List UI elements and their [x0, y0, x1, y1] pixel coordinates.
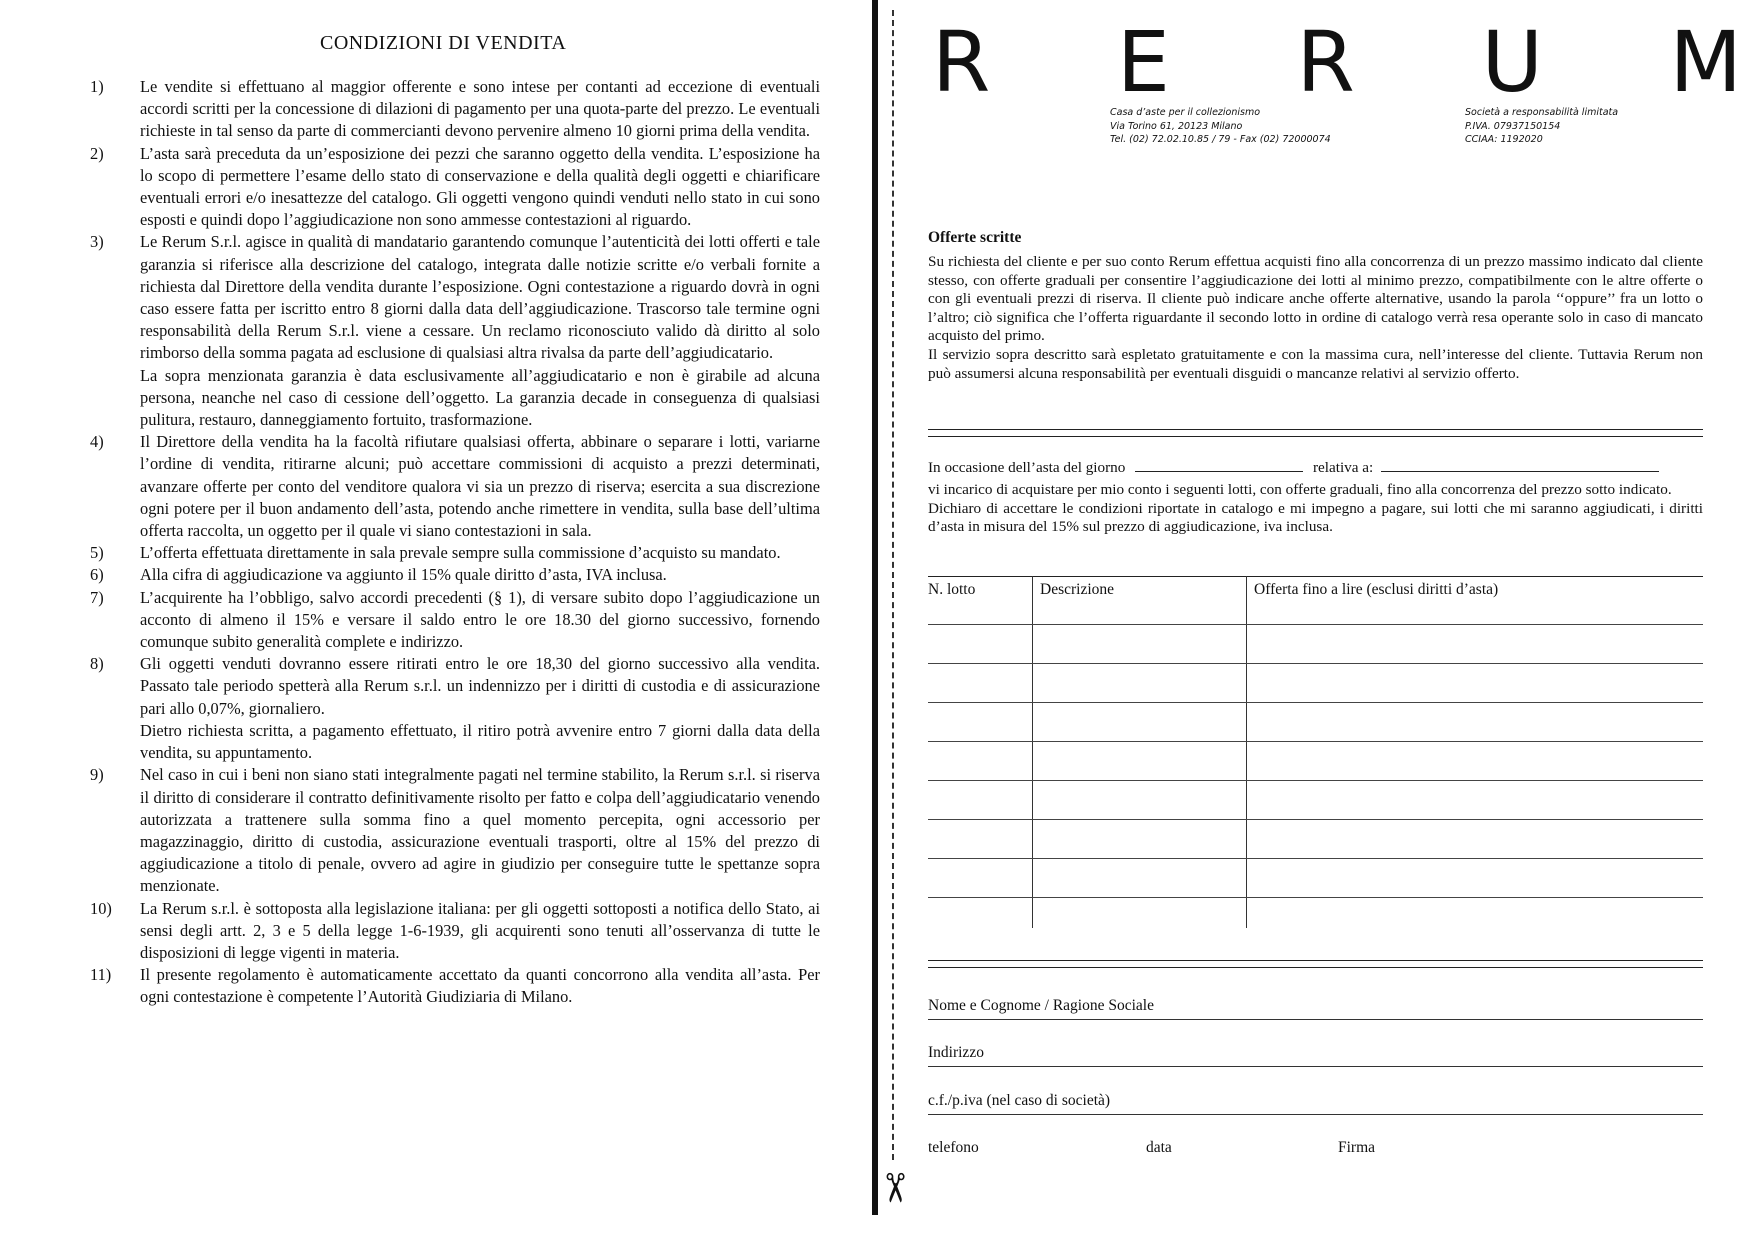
condition-item — [90, 542, 820, 564]
divider — [928, 960, 1703, 961]
intro-text — [928, 253, 1703, 383]
condition-number: 5) — [90, 543, 104, 563]
occasion-line — [928, 459, 1703, 478]
condition-number: 6) — [90, 565, 104, 585]
condition-number: 3) — [90, 232, 104, 252]
table-row[interactable] — [928, 858, 1703, 859]
condition-item — [90, 564, 820, 586]
condition-body — [140, 564, 820, 586]
divider — [928, 429, 1703, 430]
condition-number: 9) — [90, 765, 104, 785]
declaration-paragraph: Dichiaro di accettare le condizioni riportate in catalogo e mi impegno a pagare, sui lotti che mi saranno aggiudicati, i diritti d’asta in misura del 15% sul prezzo di aggiudicazione, iva inclusa. — [928, 499, 1703, 536]
condition-body — [140, 587, 820, 654]
condition-text: L’asta sarà preceduta da un’esposizione dei pezzi che saranno oggetto della vendita. L’esposizione ha lo scopo di permettere l’esame dello stato di conservazione e della qualità degli oggetti e chiarificare eventuali errori e/o inesattezze del catalogo. Gli oggetti vengono quindi venduti nello stato in cui sono esposti e quindi dopo l’aggiudicazione non sono ammesse contestazioni al riguardo. — [140, 143, 820, 230]
condition-number: 11) — [90, 965, 112, 985]
registration-line: Società a responsabilità limitata — [1465, 107, 1619, 118]
phone-label: telefono — [928, 1139, 979, 1156]
brand-letter: U — [1481, 13, 1543, 111]
tax-id-label: c.f./p.iva (nel caso di società) — [928, 1092, 1111, 1109]
condition-body — [140, 231, 820, 431]
intro-paragraph: Il servizio sopra descritto sarà espletato gratuitamente e con la massima cura, nell’interesse del cliente. Tuttavia Rerum non può assumersi alcuna responsabilità per eventuali disguidi o mancanze relativi al servizio offerto. — [928, 345, 1703, 382]
intro-paragraph: Su richiesta del cliente e per suo conto Rerum effettua acquisti fino alla concorrenza di un prezzo massimo indicato dal cliente stesso, con offerte graduali per consentire l’aggiudicazione dei lotti al minimo prezzo, compatibilmente con le altre offerte o con gli eventuali prezzi di riserva. Il cliente può indicare anche offerte alternative, usando la parola ‘‘oppure’’ fra un lotto o l’altro; ciò significa che l’offerta riguardante il secondo lotto in ordine di catalogo verrà resa operante solo in caso di mancato acquisto del primo. — [928, 253, 1703, 345]
date-label: data — [1146, 1139, 1172, 1156]
address-field[interactable] — [928, 1040, 1703, 1067]
condition-body — [140, 76, 820, 143]
divider — [928, 967, 1703, 968]
condition-number: 10) — [90, 898, 112, 918]
brand-letter: R — [932, 13, 991, 111]
address-line: Via Torino 61, 20123 Milano — [1110, 120, 1243, 132]
condition-item — [90, 587, 820, 654]
occasion-label: In occasione dell’asta del giorno — [928, 459, 1126, 476]
auction-subject-field[interactable] — [1381, 471, 1659, 472]
contact-row — [928, 1135, 1703, 1161]
tax-id-field[interactable] — [928, 1088, 1703, 1115]
condition-item — [90, 764, 820, 897]
condition-item — [90, 143, 820, 232]
condition-item — [90, 231, 820, 431]
brand-letter: R — [1296, 13, 1355, 111]
table-row[interactable] — [928, 897, 1703, 898]
divider — [928, 436, 1703, 437]
condition-body — [140, 898, 820, 965]
table-column-divider — [1032, 576, 1033, 928]
condition-number: 8) — [90, 654, 104, 674]
table-header — [928, 576, 1703, 604]
occasion-date-field[interactable] — [1135, 471, 1303, 472]
condition-item — [90, 653, 820, 764]
condition-number: 7) — [90, 587, 104, 607]
brand-logo — [932, 13, 1742, 111]
condition-item — [90, 76, 820, 143]
table-row[interactable] — [928, 702, 1703, 703]
condition-body — [140, 143, 820, 232]
table-column-divider — [1246, 576, 1247, 928]
name-field[interactable] — [928, 993, 1703, 1020]
condition-text: Il presente regolamento è automaticamente accettato da quanti concorrono alla vendita all’asta. Per ogni contestazione è competente l’Autorità Giudiziaria di Milano. — [140, 965, 820, 1007]
condition-text: Alla cifra di aggiudicazione va aggiunto il 15% quale diritto d’asta, IVA inclusa. — [140, 565, 667, 585]
mandate-paragraph: vi incarico di acquistare per mio conto i seguenti lotti, con offerte graduali, fino alla concorrenza del prezzo sotto indicato. — [928, 481, 1672, 498]
condition-item — [90, 964, 820, 1008]
address-label: Indirizzo — [928, 1044, 984, 1061]
header-description: Descrizione — [1040, 581, 1115, 598]
condition-text: Dietro richiesta scritta, a pagamento effettuato, il ritiro potrà avvenire entro 7 giorni dalla data della vendita, su appuntamento. — [140, 720, 820, 763]
signature-label: Firma — [1338, 1139, 1376, 1156]
table-row[interactable] — [928, 624, 1703, 625]
condition-number: 4) — [90, 432, 104, 452]
condition-text: Nel caso in cui i beni non siano stati integralmente pagati nel termine stabilito, la Rerum s.r.l. si riserva il diritto di considerare il contratto definitivamente risolto per fatto e colpa dell’aggiudicatario venendo autorizzata a trattenere sulla somma fino a quel momento percepita, ogni accessorio per magazzinaggio, diritto di custodia, assicurazione eventuali trasporti, oltre al 15% del prezzo di aggiudicazione a titolo di penale, ovvero ad agire in giudizio per conseguire tutte le spettanze sopra menzionate. — [140, 765, 820, 896]
condition-text: L’acquirente ha l’obbligo, salvo accordi precedenti (§ 1), di versare subito dopo l’aggiudicazione un acconto di almeno il 15% e versare il saldo entro le ore 18.30 del giorno successivo, fornendo comunque subito generalità complete e indirizzo. — [140, 587, 820, 652]
company-address — [1110, 106, 1331, 147]
brand-letter: M — [1669, 13, 1742, 111]
condition-body — [140, 964, 820, 1008]
condition-text: Gli oggetti venduti dovranno essere ritirati entro le ore 18,30 del giorno successivo alla vendita. Passato tale periodo spetterà alla Rerum s.r.l. un indennizzo per i diritti di custodia e di assicurazione pari allo 0,07%, giornaliero. — [140, 654, 820, 718]
condition-body — [140, 764, 820, 897]
page-spine — [872, 0, 878, 1215]
conditions-title: CONDIZIONI DI VENDITA — [320, 32, 567, 54]
condition-number: 1) — [90, 77, 104, 96]
condition-text: La Rerum s.r.l. è sottoposta alla legislazione italiana: per gli oggetti sottoposti a notifica dello Stato, ai sensi degli artt. 2, 3 e 5 della legge 1-6-1939, gli acquirenti sono tenuti all’osservanza di tutte le disposizioni di legge vigenti in materia. — [140, 898, 820, 962]
condition-body — [140, 653, 820, 764]
section-title: Offerte scritte — [928, 229, 1022, 246]
table-row[interactable] — [928, 819, 1703, 820]
right-page — [880, 0, 1755, 1248]
scissors-icon: ✂ — [870, 1171, 917, 1205]
address-line: Tel. (02) 72.02.10.85 / 79 - Fax (02) 72000074 — [1110, 134, 1331, 145]
condition-text: Le Rerum S.r.l. agisce in qualità di mandatario garantendo comunque l’autenticità dei lotti offerti e tale garanzia si riferisce alla descrizione del catalogo, integrata dalle notizie scritte e/o verbali fornite a richiesta dal Direttore della vendita durante l’esposizione. Ogni contestazione a riguardo dovrà in ogni caso essere fatta per iscritto entro 8 giorni dalla data dell’aggiudicazione. Trascorso tale termine ogni responsabilità della Rerum S.r.l. viene a cessare. Un reclamo riconosciuto valido dà diritto al solo rimborso della somma pagata ad esclusione di qualsiasi altra rivalsa da parte dell’aggiudicatario. — [140, 232, 820, 363]
registration-line: P.IVA. 07937150154 — [1465, 120, 1561, 132]
conditions-list — [90, 76, 820, 1009]
table-row[interactable] — [928, 663, 1703, 664]
table-row[interactable] — [928, 780, 1703, 781]
condition-text: Il Direttore della vendita ha la facoltà rifiutare qualsiasi offerta, abbinare o separare i lotti, variarne l’ordine di vendita, ritirarne alcuni; può accettare commissioni di acquisto a prezzi determinati, avanzare offerte per conto del venditore qualora vi sia un prezzo di riserva; esercita a sua discrezione ogni potere per il buon andamento dell’asta, potendo anche rimettere in vendita, sulla base dell’ultima offerta raccolta, un oggetto per il quale vi siano contestazioni in sala. — [140, 432, 820, 541]
relative-label: relativa a: — [1312, 459, 1374, 476]
brand-letter: E — [1116, 13, 1170, 111]
name-label: Nome e Cognome / Ragione Sociale — [928, 997, 1154, 1014]
condition-number: 2) — [90, 143, 104, 163]
header-lot-number: N. lotto — [928, 581, 976, 598]
condition-text: La sopra menzionata garanzia è data esclusivamente all’aggiudicatario e non è girabile ad alcuna persona, neanche nel caso di cessione dell’oggetto. La garanzia decade in conseguenza di qualsiasi pulitura, restauro, danneggiamento fortuito, trasformazione. — [140, 365, 820, 430]
registration-line: CCIAA: 1192020 — [1465, 134, 1543, 145]
condition-item — [90, 898, 820, 965]
address-line: Casa d’aste per il collezionismo — [1110, 107, 1261, 118]
left-page — [0, 0, 870, 1248]
header-offer: Offerta fino a lire (esclusi diritti d’asta) — [1254, 581, 1499, 598]
condition-body — [140, 431, 820, 542]
condition-item — [90, 431, 820, 542]
condition-text: L’offerta effettuata direttamente in sala prevale sempre sulla commissione d’acquisto su mandato. — [140, 543, 781, 563]
mandate-text — [928, 481, 1703, 537]
company-registration — [1465, 106, 1618, 147]
table-row[interactable] — [928, 741, 1703, 742]
condition-body — [140, 542, 820, 564]
condition-text: Le vendite si effettuano al maggior offerente e sono intese per contanti ad eccezione di eventuali accordi scritti per la concessione di dilazioni di pagamento per una quota-parte del prezzo. Le eventuali richieste in tal senso da parte di commercianti devono pervenire almeno 10 giorni prima della vendita. — [140, 77, 820, 141]
